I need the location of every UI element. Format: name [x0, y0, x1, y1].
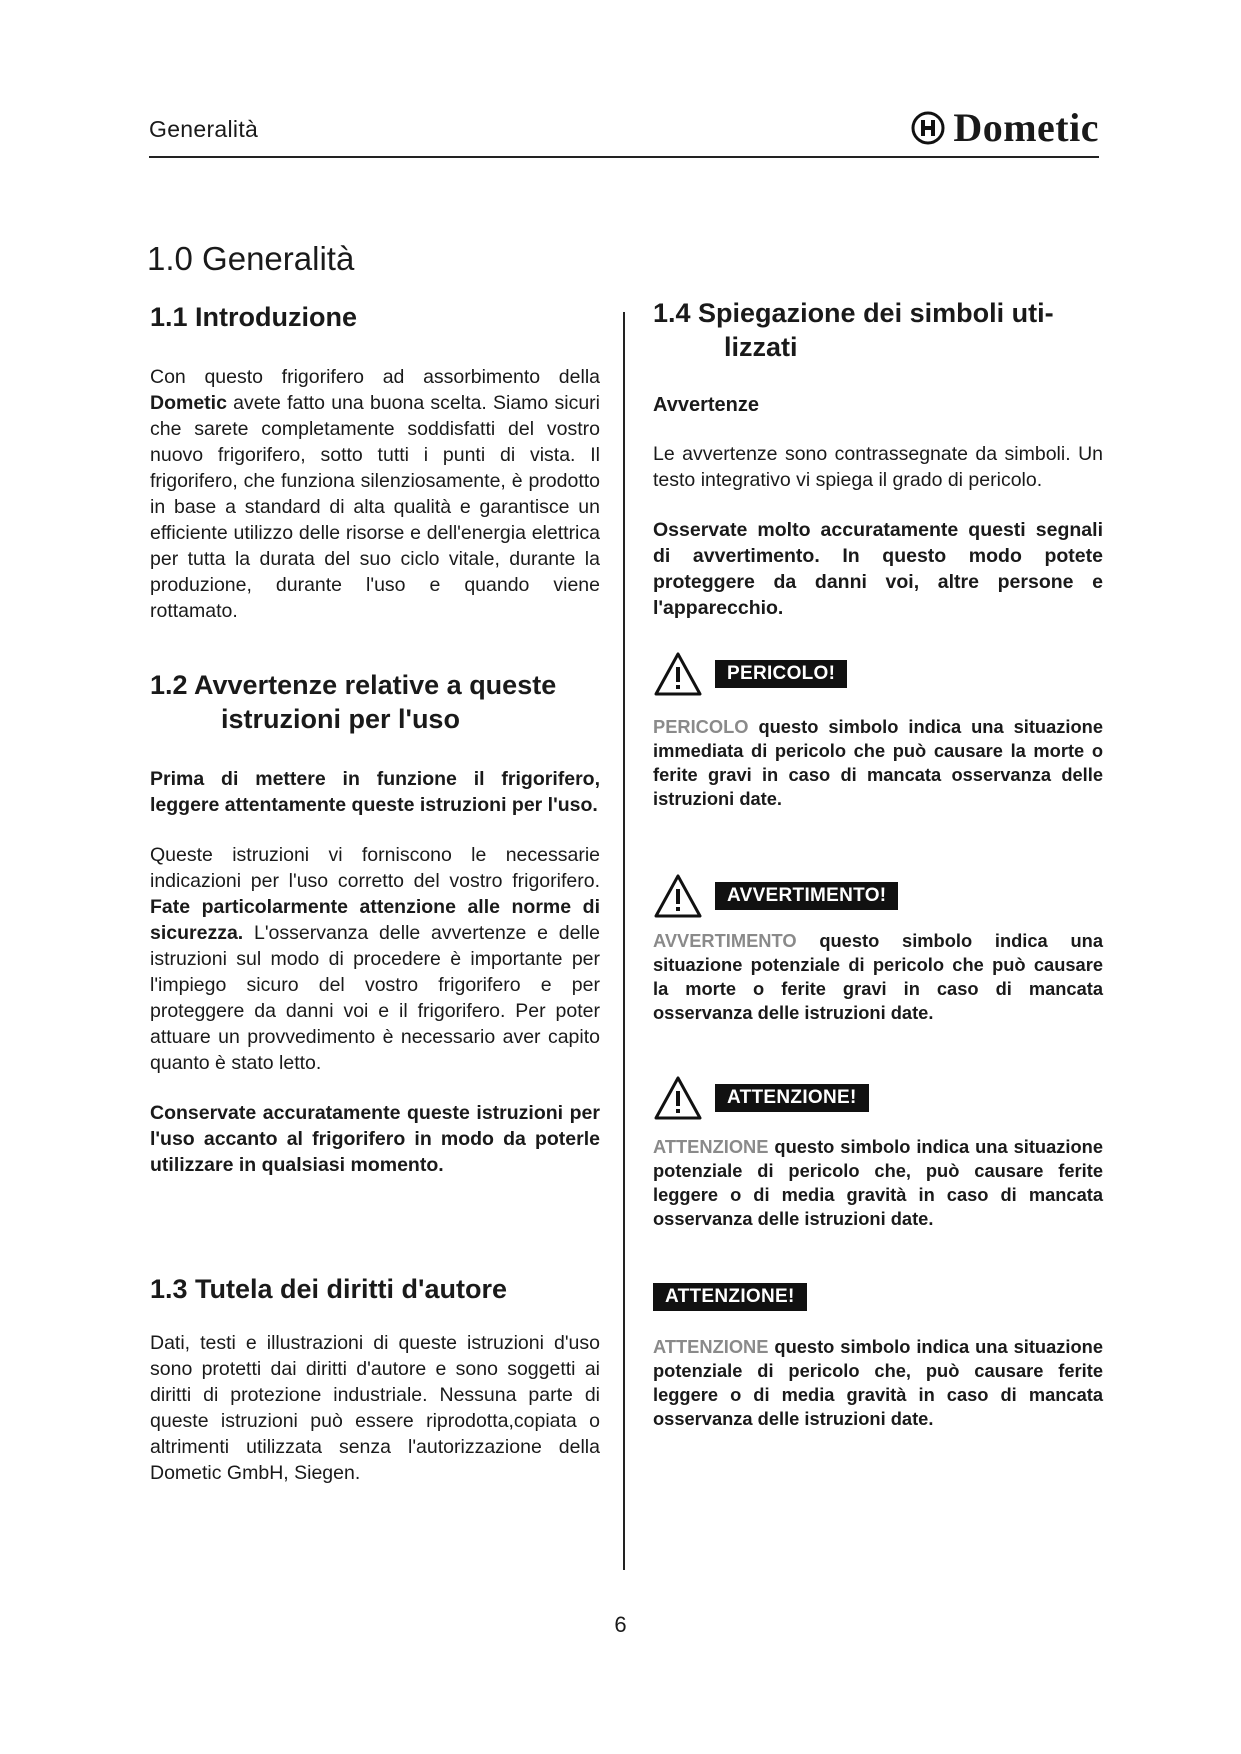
warning-triangle-icon — [653, 873, 703, 919]
notice-description — [653, 1335, 1103, 1431]
danger-label-row — [653, 651, 1103, 697]
warning-lead: AVVERTIMENTO — [653, 930, 797, 951]
warning-label-row — [653, 873, 1103, 919]
header-section-title: Generalità — [149, 116, 259, 142]
brand-name: Dometic — [953, 105, 1099, 150]
warning-triangle-icon — [653, 1075, 703, 1121]
intro-brand: Dometic — [150, 392, 227, 414]
page-header — [149, 100, 1099, 158]
danger-lead: PERICOLO — [653, 716, 749, 737]
section-1-4-title — [653, 296, 1103, 364]
caution-text: questo simbolo indica una situazione potenziale di pericolo che, può causare ferite leggere o di media gravità in caso di mancata osservanza delle istruzioni date. — [653, 1136, 1103, 1229]
caution-description — [653, 1135, 1103, 1231]
safety-emphasis: Fate particolarmente attenzione alle norme di sicurezza. — [150, 896, 600, 944]
section-1-2-title — [150, 668, 600, 736]
column-divider — [623, 312, 625, 1570]
danger-description — [653, 715, 1103, 811]
notice-lead: ATTENZIONE — [653, 1336, 769, 1357]
section-1-4-title-b: lizzati — [724, 332, 798, 362]
intro-paragraph — [150, 364, 600, 624]
brand-logo — [911, 104, 1099, 151]
page-number: 6 — [614, 1612, 627, 1637]
warnings-subheading: Avvertenze — [653, 394, 759, 416]
instructions-paragraph — [150, 842, 600, 1076]
intro-text-b: avete fatto una buona scelta. Siamo sicuri che sarete completamente soddisfatti del vostro nuovo frigorifero, sotto tutti i punti di vista. Il frigorifero, che funziona silenziosamente, è prodotto in base a standard di alta qualità e garantisce un efficiente utilizzo delle risorse e dell'energia elettrica per tutta la durata del suo ciclo vitale, durante la produzione, durante l'uso e quando viene rottamato. — [150, 392, 600, 622]
warnings-observe-note: Osservate molto accuratamente questi segnali di avvertimento. In questo modo potete proteggere da danni voi, altre persone e l'apparecchio. — [653, 519, 1103, 619]
notice-tag: ATTENZIONE! — [653, 1283, 807, 1311]
section-1-3-title: 1.3 Tutela dei diritti d'autore — [150, 1274, 507, 1304]
warning-tag: AVVERTIMENTO! — [715, 882, 898, 910]
danger-text: questo simbolo indica una situazione immediata di pericolo che può causare la morte o ferite gravi in caso di mancata osservanza delle istruzioni date. — [653, 716, 1103, 809]
intro-text-a: Con questo frigorifero ad assorbimento della — [150, 366, 600, 388]
warning-triangle-icon — [653, 651, 703, 697]
keep-instructions-note: Conservate accuratamente queste istruzioni per l'uso accanto al frigorifero in modo da poterle utilizzare in qualsiasi momento. — [150, 1102, 600, 1176]
copyright-paragraph: Dati, testi e illustrazioni di queste istruzioni d'uso sono protetti dai diritti d'autore e sono soggetti ai diritti di protezione industriale. Nessuna parte di queste istruzioni può essere riprodotta,copiata o altrimenti utilizzata senza l'autorizzazione della Dometic GmbH, Siegen. — [150, 1332, 600, 1484]
read-instructions-note: Prima di mettere in funzione il frigorifero, leggere attentamente queste istruzioni per l'uso. — [150, 768, 600, 816]
warnings-intro: Le avvertenze sono contrassegnate da simboli. Un testo integrativo vi spiega il grado di pericolo. — [653, 443, 1103, 491]
instructions-text-b: L'osservanza delle avvertenze e delle istruzioni sul modo di procedere è importante per l'impiego sicuro del vostro frigorifero e per proteggere da danni voi e il frigorifero. Per poter attuare un provvedimento è necessario aver capito quanto è stato letto. — [150, 922, 600, 1074]
notice-text: questo simbolo indica una situazione potenziale di pericolo che, può causare ferite leggere o di media gravità in caso di mancata osservanza delle istruzioni date. — [653, 1336, 1103, 1429]
danger-tag: PERICOLO! — [715, 660, 847, 688]
notice-label-row — [653, 1283, 1103, 1311]
section-1-2-title-b: istruzioni per l'uso — [221, 704, 460, 734]
section-1-2-title-a: 1.2 Avvertenze relative a queste — [150, 670, 557, 700]
caution-lead: ATTENZIONE — [653, 1136, 769, 1157]
instructions-text-a: Queste istruzioni vi forniscono le necessarie indicazioni per l'uso corretto del vostro frigorifero. — [150, 844, 600, 892]
warning-description — [653, 929, 1103, 1025]
right-column — [653, 296, 1103, 1431]
caution-tag: ATTENZIONE! — [715, 1084, 869, 1112]
dometic-logo-icon — [911, 111, 945, 145]
left-column — [150, 300, 600, 1486]
page-title: 1.0 Generalità — [147, 240, 355, 277]
warning-text: questo simbolo indica una situazione potenziale di pericolo che può causare la morte o ferite gravi in caso di mancata osservanza delle istruzioni date. — [653, 930, 1103, 1023]
section-1-4-title-a: 1.4 Spiegazione dei simboli uti- — [653, 298, 1054, 328]
caution-label-row — [653, 1075, 1103, 1121]
section-1-1-title: 1.1 Introduzione — [150, 302, 358, 332]
